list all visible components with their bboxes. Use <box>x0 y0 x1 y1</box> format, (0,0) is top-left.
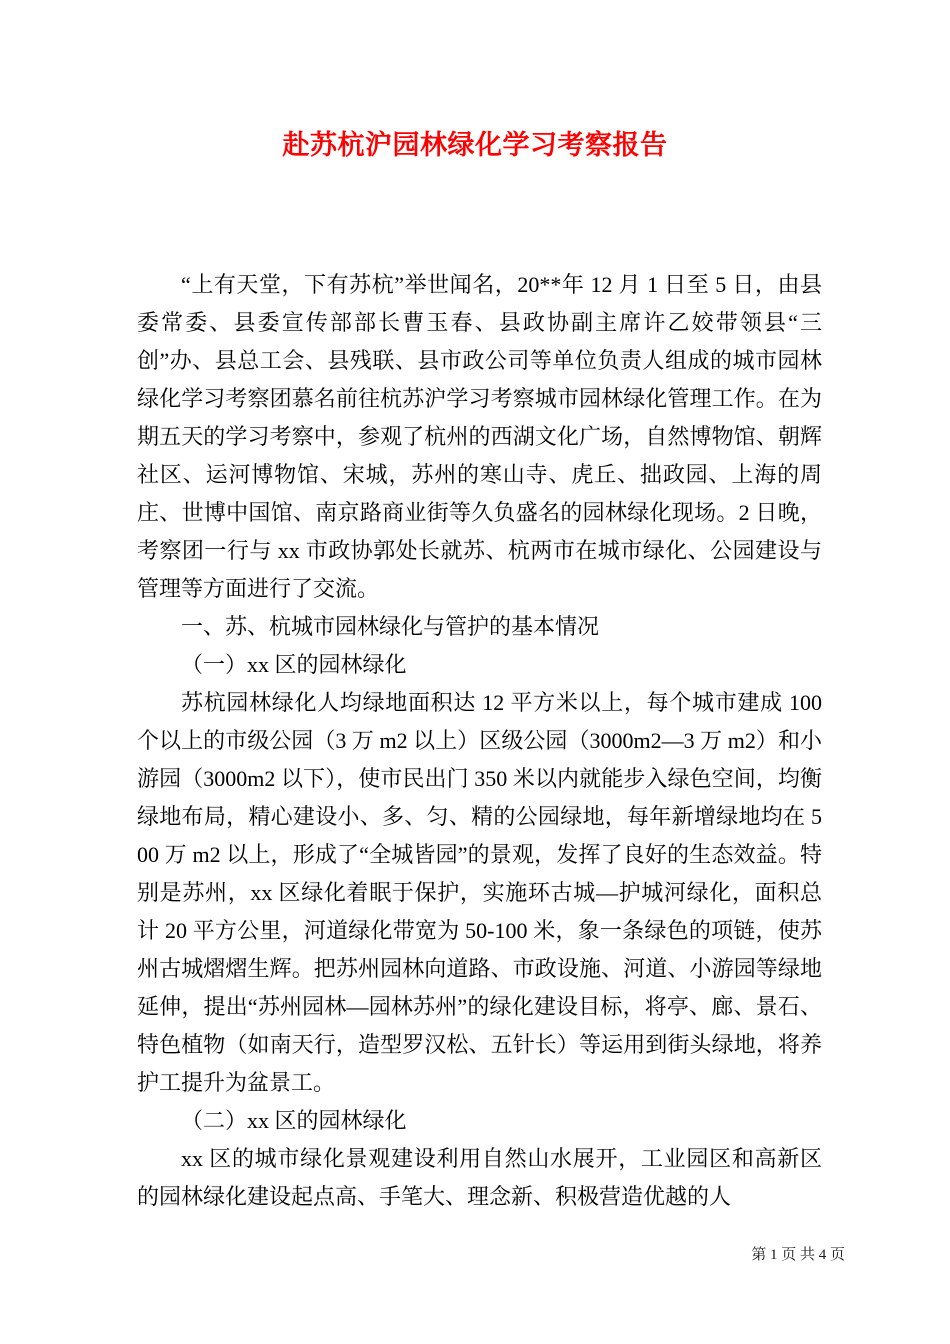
paragraph-intro: “上有天堂，下有苏杭”举世闻名，20**年 12 月 1 日至 5 日，由县委常委、县委宣传部部长曹玉春、县政协副主席许乙姣带领县“三创”办、县总工会、县残联、县市政公司等单位负责人组成的城市园林绿化学习考察团慕名前往杭苏沪学习考察城市园林绿化管理工作。在为期五天的学习考察中，参观了杭州的西湖文化广场，自然博物馆、朝辉社区、运河博物馆、宋城，苏州的寒山寺、虎丘、拙政园、上海的周庄、世博中国馆、南京路商业街等久负盛名的园林绿化现场。2 日晚，考察团一行与 xx 市政协郭处长就苏、杭两市在城市绿化、公园建设与管理等方面进行了交流。 <box>137 272 822 601</box>
subsection-heading-1-2: （二）xx 区的园林绿化 <box>181 1108 407 1133</box>
document-body <box>137 266 822 1216</box>
paragraph-xx-district-greening: xx 区的城市绿化景观建设利用自然山水展开，工业园区和高新区的园林绿化建设起点高、手笔大、理念新、积极营造优越的人 <box>137 1146 822 1209</box>
section-heading-1: 一、苏、杭城市园林绿化与管护的基本情况 <box>181 614 600 639</box>
subsection-heading-1-1: （一）xx 区的园林绿化 <box>181 652 407 677</box>
page-number-label: 第 1 页 共 4 页 <box>751 1247 845 1263</box>
document-title: 赴苏杭沪园林绿化学习考察报告 <box>282 130 668 160</box>
page-footer <box>751 1246 845 1264</box>
paragraph-suzhou-hangzhou-greening: 苏杭园林绿化人均绿地面积达 12 平方米以上，每个城市建成 100 个以上的市级公园（3 万 m2 以上）区级公园（3000m2—3 万 m2）和小游园（3000m2 以下），使市民出门 350 米以内就能步入绿色空间，均衡绿地布局，精心建设小、多、匀、精的公园绿地，每年新增绿地均在 500 万 m2 以上，形成了“全城皆园”的景观，发挥了良好的生态效益。特别是苏州，xx 区绿化着眠于保护，实施环古城—护城河绿化，面积总计 20 平方公里，河道绿化带宽为 50-100 米，象一条绿色的项链，使苏州古城熠熠生辉。把苏州园林向道路、市政设施、河道、小游园等绿地延伸，提出“苏州园林—园林苏州”的绿化建设目标，将亭、廊、景石、特色植物（如南天行，造型罗汉松、五针长）等运用到街头绿地，将养护工提升为盆景工。 <box>137 690 822 1095</box>
